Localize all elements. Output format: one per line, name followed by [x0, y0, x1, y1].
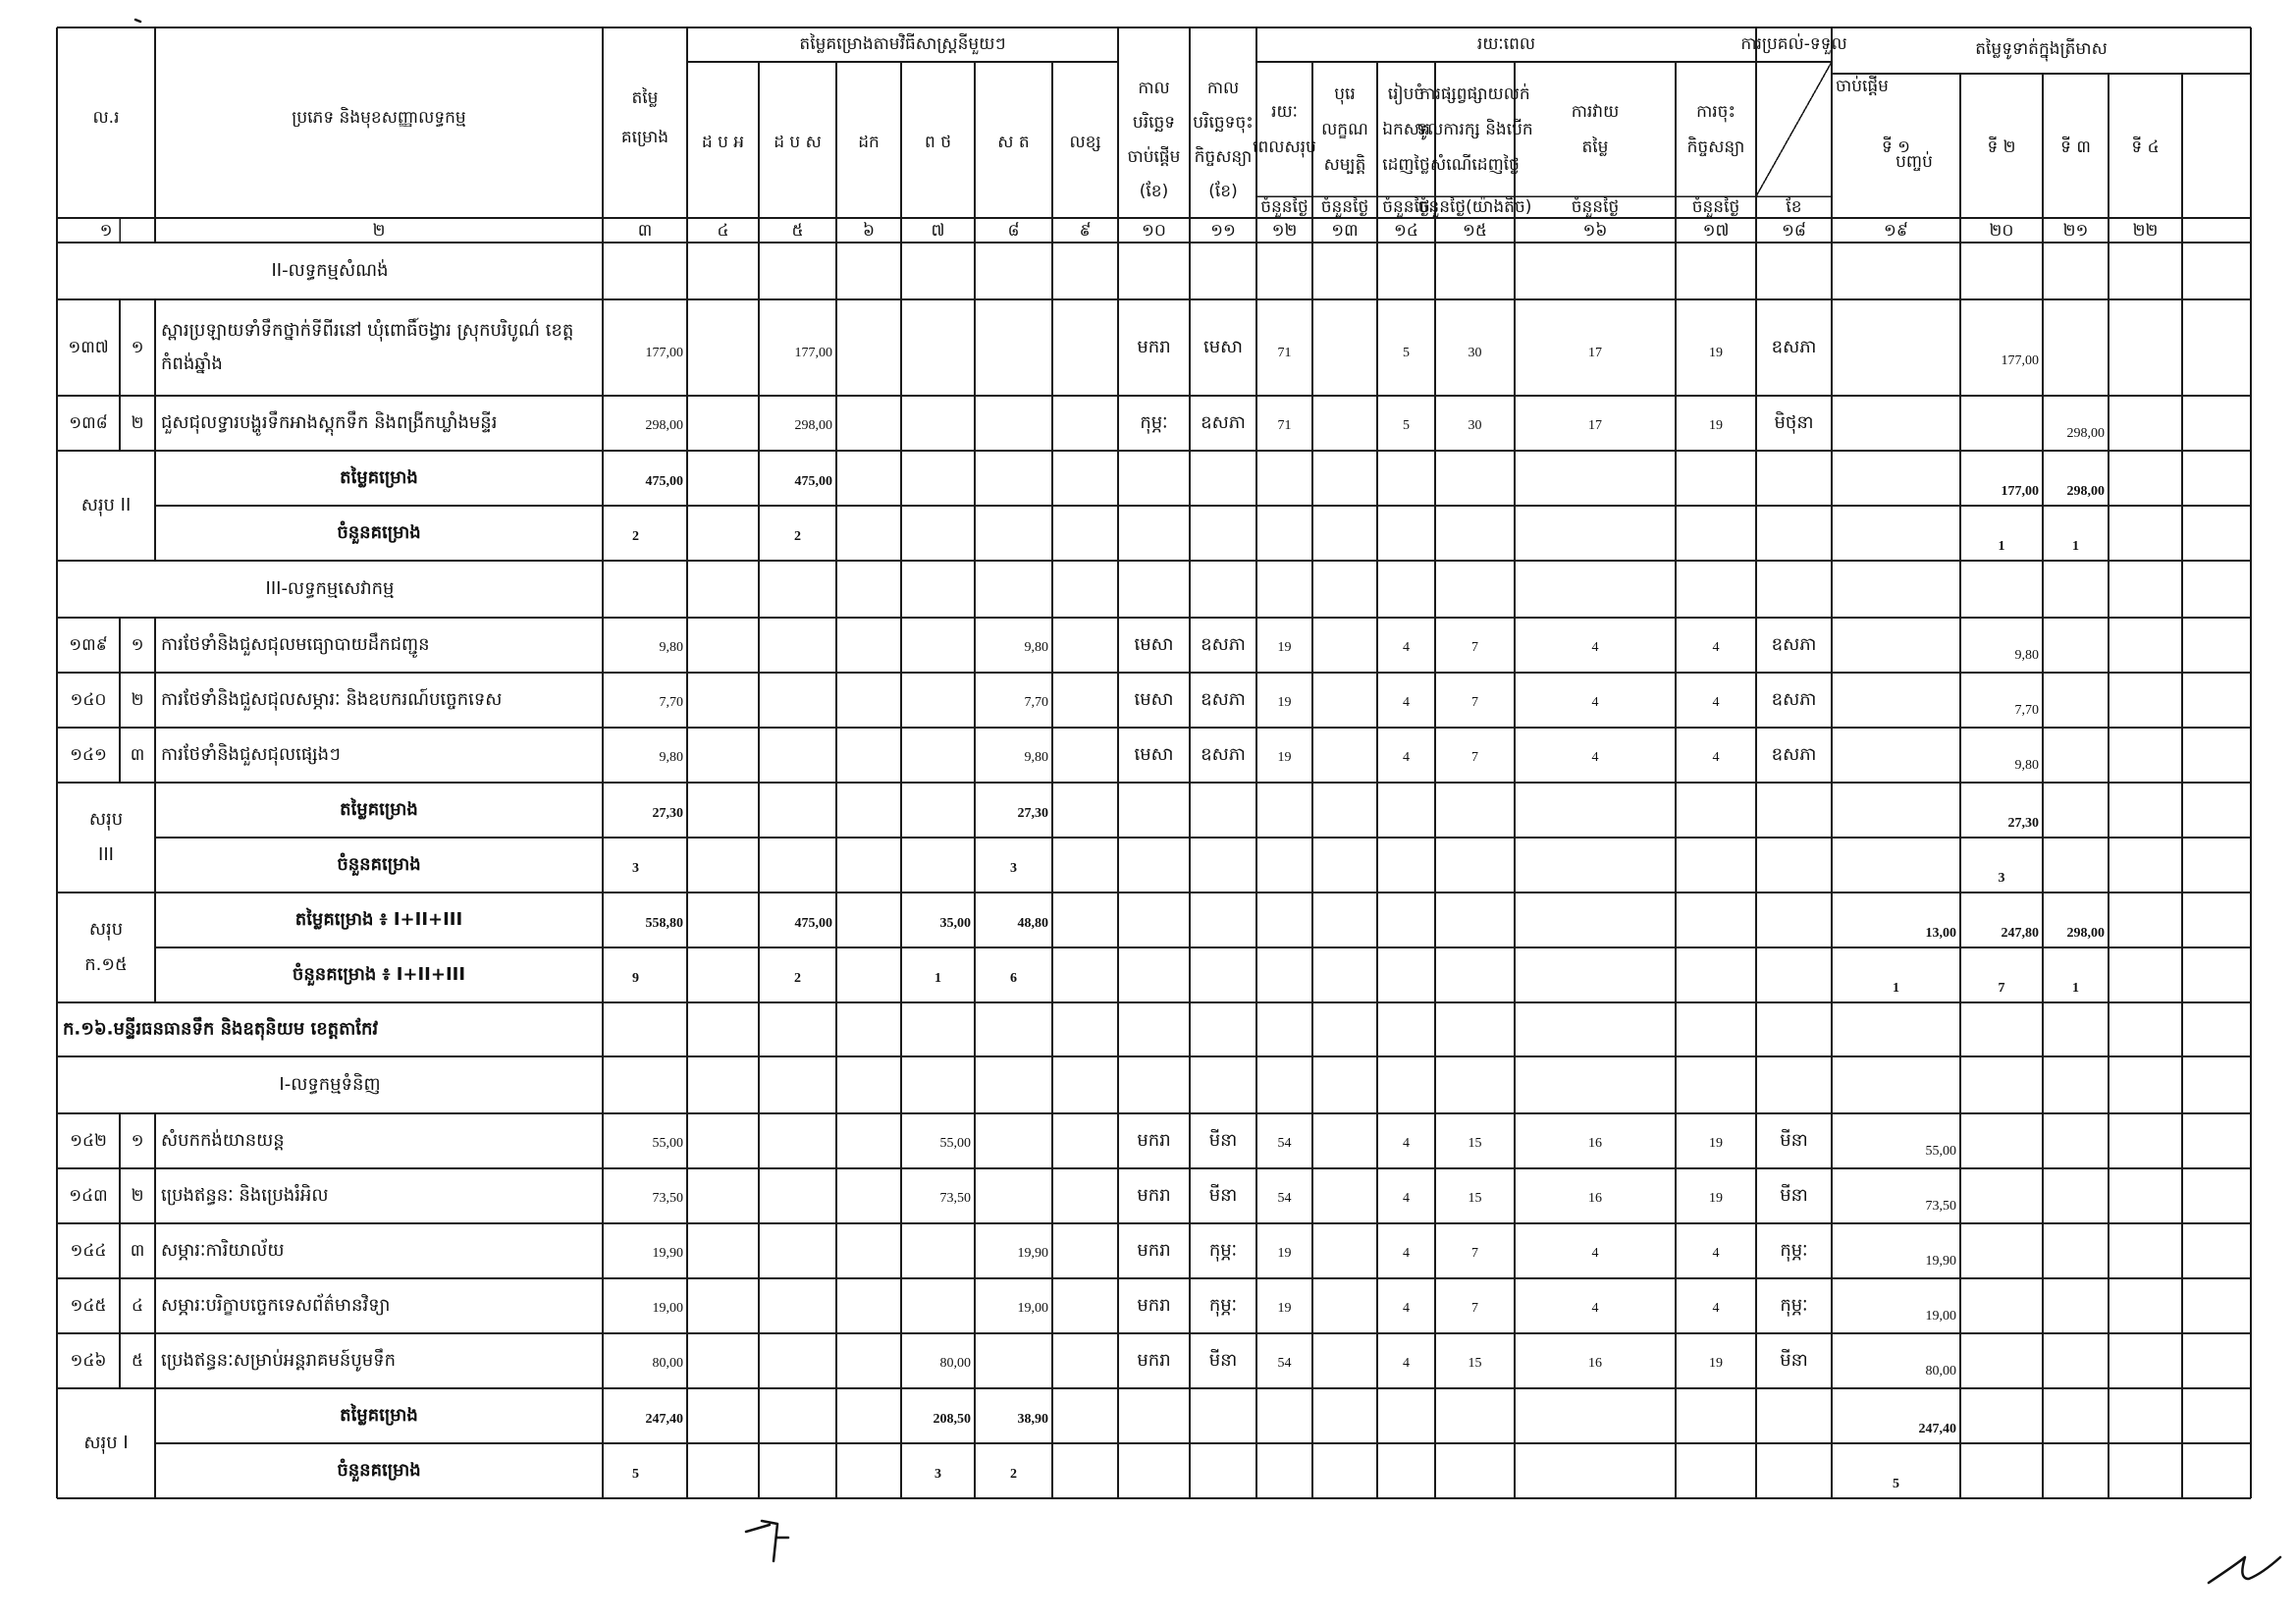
item-month: ឧសភា: [1771, 689, 1817, 710]
item-quarter-amount: 19,00: [1925, 1309, 1956, 1325]
item-days: 4: [1403, 1301, 1410, 1317]
header-duration-unit: ចំនួនថ្ងៃ: [1571, 197, 1620, 217]
item-quarter-amount: 80,00: [1925, 1364, 1956, 1380]
sum-count: 1: [934, 971, 941, 987]
item-days: 5: [1403, 418, 1410, 434]
item-days: 7: [1471, 1301, 1478, 1317]
item-days: 16: [1588, 1356, 1602, 1372]
item-month: មករា: [1137, 1295, 1171, 1316]
item-days: 19: [1277, 1246, 1292, 1262]
column-number: ៦: [862, 221, 876, 241]
item-month: ឧសភា: [1201, 689, 1246, 710]
header-duration-col: ឯកសារ: [1382, 120, 1430, 139]
header-source-col: ដក: [858, 133, 880, 152]
item-quarter-amount: 177,00: [2001, 353, 2039, 369]
sum-label: សរុប II: [80, 495, 132, 515]
item-number: ១៣៨: [69, 413, 108, 433]
item-sub-number: ៣: [130, 1241, 145, 1261]
header-duration-col: រយៈ: [1271, 102, 1298, 122]
column-number: ២: [372, 221, 386, 241]
item-sub-number: ២: [131, 1186, 144, 1206]
header-quarter-col: ទី ៣: [2060, 137, 2091, 157]
header-source-col: ព ថ: [925, 133, 951, 152]
sum-label: សរុប: [88, 919, 124, 940]
sum-count: 2: [794, 971, 801, 987]
item-month: ឧសភា: [1771, 744, 1817, 765]
header-delivery-start: ចាប់ផ្តើម: [1836, 77, 1889, 96]
item-days: 19: [1277, 640, 1292, 656]
item-days: 54: [1277, 1191, 1292, 1207]
sum-quarter-amount: 247,80: [2001, 926, 2039, 942]
item-amount: 7,70: [659, 695, 683, 711]
item-days: 19: [1709, 1356, 1723, 1372]
column-number: ១៤: [1394, 221, 1418, 241]
sum-label: សរុប I: [83, 1433, 129, 1453]
item-days: 19: [1709, 1136, 1723, 1152]
header-duration-col: ការវាយ: [1571, 102, 1620, 122]
item-days: 19: [1709, 1191, 1723, 1207]
header-quarter: តម្លៃទូទាត់ក្នុងត្រីមាស: [1975, 39, 2108, 59]
item-days: 4: [1403, 750, 1410, 766]
item-days: 4: [1712, 1301, 1720, 1317]
item-days: 4: [1591, 640, 1599, 656]
item-number: ១៤១: [70, 745, 107, 765]
item-month: ឧសភា: [1201, 744, 1246, 765]
header-duration-unit: ចំនួនថ្ងៃ: [1260, 197, 1308, 217]
header-duration: រយៈពេល: [1476, 34, 1536, 54]
item-name: កំពង់ឆ្នាំង: [161, 353, 223, 374]
sum-amount: 208,50: [933, 1412, 971, 1428]
item-month: មេសា: [1203, 337, 1243, 357]
item-amount: 177,00: [645, 346, 683, 361]
column-number: ១៣: [1331, 221, 1359, 241]
sum-quarter-amount: 298,00: [2066, 926, 2105, 942]
header-delivery-unit: ខែ: [1786, 197, 1802, 217]
sum-quarter-amount: 27,30: [2007, 816, 2039, 832]
top-tick-mark: [135, 20, 140, 22]
header-duration-unit: ចំនួនថ្ងៃ: [1382, 197, 1430, 217]
item-amount: 19,90: [652, 1246, 683, 1262]
sum-count-label: ចំនួនគម្រោង: [337, 522, 421, 543]
item-days: 4: [1591, 1301, 1599, 1317]
item-name: ប្រេងឥន្ធនៈសម្រាប់អន្តរាគមន៍បូមទឹក: [161, 1350, 397, 1371]
item-month: ឧសភា: [1771, 634, 1817, 655]
item-sub-number: ១: [131, 635, 144, 655]
item-days: 19: [1709, 346, 1723, 361]
item-month: មេសា: [1134, 689, 1174, 710]
item-days: 4: [1403, 695, 1410, 711]
header-delivery-diagonal: [1756, 62, 1832, 196]
item-days: 30: [1468, 346, 1482, 361]
sum-quarter-count: 1: [1893, 981, 1899, 997]
item-month: មករា: [1137, 1130, 1171, 1151]
section-label: I-លទ្ធកម្មទំនិញ: [279, 1074, 381, 1095]
header-quarter-col: ទី ៤: [2131, 137, 2160, 157]
item-name: ការថែទាំនិងជួសជុលសម្ភារៈ និងឧបករណ៍បច្ចេកទេស: [161, 689, 503, 710]
item-name: សម្ភារៈការិយាល័យ: [161, 1240, 285, 1261]
header-duration-col: ពេលសរុប: [1253, 137, 1316, 157]
item-days: 15: [1468, 1191, 1482, 1207]
item-amount: 80,00: [939, 1356, 971, 1372]
item-days: 7: [1471, 640, 1478, 656]
header-by-source: តម្លៃគម្រោងតាមវិធីសាស្រ្តនីមួយៗ: [799, 34, 1006, 54]
item-month: មីនា: [1780, 1350, 1808, 1371]
sum-quarter-count: 1: [1998, 539, 2005, 555]
sum-count: 3: [632, 861, 639, 877]
item-sub-number: ២: [131, 690, 144, 710]
column-number: ២២: [2132, 221, 2159, 241]
item-number: ១៣៧: [68, 338, 109, 357]
sum-amount: 27,30: [1017, 806, 1048, 822]
item-sub-number: ៥: [131, 1351, 144, 1371]
header-duration-col: តម្លៃ: [1581, 137, 1609, 157]
item-days: 19: [1277, 750, 1292, 766]
item-number: ១៤៣: [69, 1186, 108, 1206]
item-amount: 9,80: [1024, 640, 1048, 656]
sum-quarter-amount: 177,00: [2001, 484, 2039, 500]
sum-value-label: តម្លៃគម្រោង: [340, 1405, 418, 1426]
sum-quarter-count: 7: [1998, 981, 2005, 997]
column-number: ១៧: [1702, 221, 1730, 241]
item-name: ប្រេងឥន្ធនៈ និងប្រេងរំអិល: [161, 1185, 329, 1206]
sum-amount: 247,40: [645, 1412, 683, 1428]
item-sub-number: ១: [131, 338, 144, 357]
item-days: 30: [1468, 418, 1482, 434]
item-month: កុម្ភៈ: [1780, 1240, 1808, 1261]
sum-quarter-amount: 298,00: [2066, 484, 2105, 500]
header-delivery-end: បញ្ចប់: [1896, 152, 1933, 172]
column-number: ១៥: [1463, 221, 1487, 241]
sum-count-label: ចំនួនគម្រោង: [337, 854, 421, 875]
sum-quarter-count: 1: [2072, 539, 2079, 555]
column-number: ១១: [1210, 221, 1236, 241]
item-quarter-amount: 19,90: [1925, 1254, 1956, 1270]
column-number: ៤: [717, 221, 729, 241]
sum-count: 6: [1010, 971, 1017, 987]
item-days: 19: [1709, 418, 1723, 434]
sum-count: 9: [632, 971, 639, 987]
column-number: ១៩: [1884, 221, 1908, 241]
header-source-col: ស ត: [997, 133, 1030, 152]
item-amount: 9,80: [659, 750, 683, 766]
item-quarter-amount: 55,00: [1925, 1144, 1956, 1160]
item-days: 15: [1468, 1356, 1482, 1372]
item-month: ឧសភា: [1201, 412, 1246, 433]
item-days: 4: [1403, 1136, 1410, 1152]
column-number: ៣: [637, 221, 653, 241]
item-month: មករា: [1137, 1240, 1171, 1261]
corner-initial-mark: [2209, 1557, 2280, 1583]
header-duration-col: ការចុះ: [1696, 102, 1735, 122]
item-days: 17: [1588, 418, 1602, 434]
column-number: ៥: [791, 221, 804, 241]
section-label: III-លទ្ធកម្មសេវាកម្ម: [265, 578, 395, 599]
item-month: មីនា: [1780, 1185, 1808, 1206]
table-text: [63, 32, 2160, 1491]
sum-label: សរុប: [88, 809, 124, 830]
item-amount: 73,50: [939, 1191, 971, 1207]
header-contract-month: កាល: [1206, 79, 1240, 98]
column-number: ២០: [1989, 221, 2014, 241]
sum-count: 2: [632, 529, 639, 545]
header-contract-month: បរិច្ឆេទចុះ: [1193, 113, 1254, 133]
item-days: 16: [1588, 1191, 1602, 1207]
item-days: 4: [1403, 1356, 1410, 1372]
column-number: ៩: [1079, 221, 1092, 241]
item-month: មករា: [1137, 1185, 1171, 1206]
item-days: 54: [1277, 1356, 1292, 1372]
item-days: 7: [1471, 695, 1478, 711]
column-number: ២១: [2062, 221, 2089, 241]
item-amount: 55,00: [939, 1136, 971, 1152]
item-days: 4: [1403, 1246, 1410, 1262]
item-month: មេសា: [1134, 634, 1174, 655]
item-quarter-amount: 7,70: [2014, 703, 2039, 719]
header-duration-col: បុរេ: [1334, 84, 1356, 104]
header-start-month: បរិច្ឆេទ: [1132, 113, 1176, 133]
handwritten-marks: [135, 20, 2280, 1583]
item-sub-number: ៣: [130, 745, 145, 765]
item-name: ស្ពារប្រឡាយទាំទឹកថ្នាក់ទីពីរនៅ ឃុំពោធិ៍ចង្វារ ស្រុកបរិបូណ៌ ខេត្ត: [161, 320, 574, 341]
sum-amount: 27,30: [652, 806, 683, 822]
item-month: មីនា: [1208, 1130, 1238, 1151]
item-days: 71: [1277, 346, 1292, 361]
sum-count-label: ចំនួនគម្រោង ៖ I+II+III: [292, 964, 466, 985]
item-sub-number: ១: [131, 1131, 144, 1151]
section-label: II-លទ្ធកម្មសំណង់: [271, 260, 389, 281]
header-duration-unit: ចំនួនថ្ងៃ(យ៉ាងតិច): [1417, 197, 1532, 217]
page-number-mark: [746, 1521, 788, 1561]
item-amount: 80,00: [652, 1356, 683, 1372]
item-amount: 55,00: [652, 1136, 683, 1152]
column-number: ១: [99, 221, 113, 241]
sum-label: III: [98, 844, 114, 865]
item-number: ១៤៤: [70, 1241, 107, 1261]
header-source-col: លខ្ស: [1069, 133, 1101, 152]
sum-quarter-amount: 247,40: [1918, 1422, 1956, 1437]
header-est-price: គម្រោង: [620, 128, 669, 147]
column-number: ៧: [931, 221, 945, 241]
item-number: ១៤៦: [70, 1351, 107, 1371]
header-duration-col: ទូលការក្ស និងបើក: [1416, 120, 1533, 139]
item-name: ការថែទាំនិងជួសជុលផ្សេងៗ: [161, 744, 341, 765]
item-days: 7: [1471, 750, 1478, 766]
item-amount: 19,90: [1017, 1246, 1048, 1262]
header-duration-col: រៀបចំ: [1387, 84, 1425, 104]
item-quarter-amount: 9,80: [2014, 758, 2039, 774]
item-month: ឧសភា: [1771, 337, 1817, 357]
header-duration-col: លក្ខណ: [1321, 120, 1368, 139]
header-start-month: កាល: [1138, 79, 1170, 98]
header-duration-unit: ចំនួនថ្ងៃ: [1320, 197, 1369, 217]
item-days: 4: [1712, 750, 1720, 766]
sum-value-label: តម្លៃគម្រោង: [340, 799, 418, 820]
sum-count-label: ចំនួនគម្រោង: [337, 1460, 421, 1481]
item-number: ១៤២: [70, 1131, 107, 1151]
item-amount: 9,80: [1024, 750, 1048, 766]
column-number: ១០: [1142, 221, 1166, 241]
sum-value-label: តម្លៃគម្រោង ៖ I+II+III: [294, 909, 463, 930]
sum-quarter-amount: 13,00: [1925, 926, 1956, 942]
item-amount: 177,00: [794, 346, 832, 361]
sum-amount: 38,90: [1017, 1412, 1048, 1428]
sum-quarter-count: 1: [2072, 981, 2079, 997]
item-amount: 19,00: [652, 1301, 683, 1317]
header-source-col: ដ ប អ: [701, 133, 745, 152]
item-month: កុម្ភៈ: [1780, 1295, 1808, 1316]
item-month: កុម្ភៈ: [1140, 412, 1168, 433]
item-amount: 73,50: [652, 1191, 683, 1207]
item-month: កុម្ភៈ: [1208, 1295, 1238, 1316]
header-duration-col: ការផ្សព្វផ្សាយលក់: [1419, 84, 1530, 104]
item-number: ១៤០: [70, 690, 107, 710]
item-amount: 19,00: [1017, 1301, 1048, 1317]
sum-count: 3: [1010, 861, 1017, 877]
sum-amount: 475,00: [794, 916, 832, 932]
sum-count: 5: [632, 1467, 639, 1483]
header-duration-col: ដេញថ្លៃ: [1382, 155, 1430, 175]
header-est-price: តម្លៃ: [631, 88, 659, 108]
item-month: មេសា: [1134, 744, 1174, 765]
item-days: 15: [1468, 1136, 1482, 1152]
header-delivery: ការប្រគល់-ទទួល: [1740, 34, 1847, 54]
item-number: ១៤៥: [70, 1296, 107, 1316]
item-days: 4: [1403, 640, 1410, 656]
item-name: ការថែទាំនិងជួសជុលមធ្យោបាយដឹកជញ្ជូន: [161, 634, 430, 655]
item-sub-number: ២: [131, 413, 144, 433]
header-quarter-col: ទី ២: [1987, 137, 2016, 157]
item-number: ១៣៩: [69, 635, 108, 655]
item-days: 19: [1277, 695, 1292, 711]
sum-amount: 48,80: [1017, 916, 1048, 932]
sum-amount: 558,80: [645, 916, 683, 932]
item-days: 71: [1277, 418, 1292, 434]
item-quarter-amount: 9,80: [2014, 648, 2039, 664]
item-days: 7: [1471, 1246, 1478, 1262]
header-start-month: ចាប់ផ្តើម: [1127, 147, 1181, 167]
item-days: 5: [1403, 346, 1410, 361]
header-type-name: ប្រភេទ និងមុខសញ្ញាលទ្ធកម្ម: [292, 108, 466, 128]
item-days: 4: [1591, 1246, 1599, 1262]
item-days: 4: [1591, 695, 1599, 711]
item-quarter-amount: 298,00: [2066, 426, 2105, 442]
sum-count: 2: [1010, 1467, 1017, 1483]
item-amount: 298,00: [645, 418, 683, 434]
item-days: 4: [1403, 1191, 1410, 1207]
section-heading: ក.១៦.មន្ទីរធនធានទឹក និងឧតុនិយម ខេត្តតាកែវ: [63, 1018, 379, 1040]
sum-quarter-count: 5: [1893, 1477, 1899, 1492]
item-quarter-amount: 73,50: [1925, 1199, 1956, 1215]
item-sub-number: ៤: [131, 1296, 144, 1316]
header-start-month: (ខែ): [1139, 182, 1169, 201]
item-month: មករា: [1137, 1350, 1171, 1371]
item-month: ឧសភា: [1201, 634, 1246, 655]
item-name: សម្ភារៈបរិក្ខាបច្ចេកទេសព័ត៌មានវិទ្យា: [161, 1295, 391, 1316]
item-month: មីនា: [1208, 1350, 1238, 1371]
item-days: 4: [1591, 750, 1599, 766]
sum-amount: 475,00: [794, 474, 832, 490]
column-number: ១៨: [1782, 221, 1806, 241]
sum-label: ក.១៥: [84, 954, 128, 975]
column-number: ១២: [1271, 221, 1298, 241]
item-amount: 298,00: [794, 418, 832, 434]
item-days: 19: [1277, 1301, 1292, 1317]
header-source-col: ដ ប ស: [774, 133, 822, 152]
header-duration-col: សំណើដេញថ្លៃ: [1430, 155, 1520, 175]
header-contract-month: កិច្ចសន្យា: [1194, 147, 1253, 167]
sum-amount: 35,00: [939, 916, 971, 932]
item-month: មិថុនា: [1774, 412, 1814, 433]
header-no: ល.រ: [92, 108, 120, 128]
item-month: មីនា: [1208, 1185, 1238, 1206]
header-duration-unit: ចំនួនថ្ងៃ: [1691, 197, 1740, 217]
sum-count: 3: [934, 1467, 941, 1483]
item-days: 4: [1712, 640, 1720, 656]
item-days: 17: [1588, 346, 1602, 361]
sum-count: 2: [794, 529, 801, 545]
item-month: កុម្ភៈ: [1208, 1240, 1238, 1261]
sum-value-label: តម្លៃគម្រោង: [340, 467, 418, 488]
item-days: 4: [1712, 695, 1720, 711]
item-name: សំបកកង់យានយន្ត: [161, 1130, 285, 1151]
header-quarter-col: ទី ១: [1881, 137, 1911, 157]
item-month: មីនា: [1780, 1130, 1808, 1151]
item-amount: 9,80: [659, 640, 683, 656]
item-days: 54: [1277, 1136, 1292, 1152]
item-days: 4: [1712, 1246, 1720, 1262]
header-duration-col: កិច្ចសន្យា: [1686, 137, 1745, 157]
item-name: ជួសជុលទ្វារបង្ហូរទឹកអាងស្តុកទឹក និងពង្រីកឃ្លាំងមន្ទីរ: [161, 412, 498, 433]
header-duration-col: សម្បត្តិ: [1323, 155, 1366, 175]
item-days: 16: [1588, 1136, 1602, 1152]
sum-amount: 475,00: [645, 474, 683, 490]
header-contract-month: (ខែ): [1208, 182, 1238, 201]
sum-quarter-count: 3: [1998, 871, 2005, 887]
column-number: ១៦: [1582, 221, 1608, 241]
item-amount: 7,70: [1024, 695, 1048, 711]
item-month: មករា: [1137, 337, 1171, 357]
column-number: ៨: [1007, 221, 1020, 241]
